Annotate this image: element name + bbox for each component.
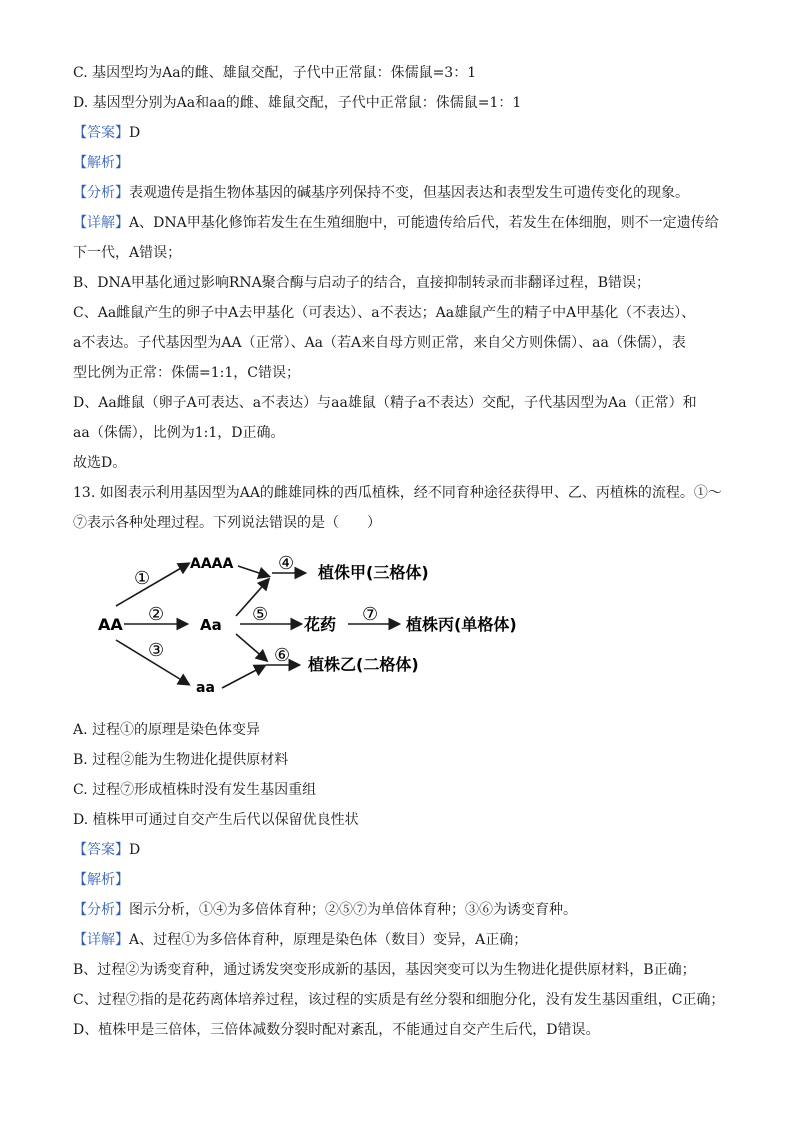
q13-stem-line1: 13. 如图表示利用基因型为AA的雌雄同株的西瓜植株，经不同育种途径获得甲、乙、丙植株的流程。①～ [73,485,722,501]
arrow-mid-to-step6 [236,634,266,660]
step-2-label: ② [148,604,165,625]
q13-explain-c: C、过程⑦指的是花药离体培养过程，该过程的实质是有丝分裂和细胞分化，没有发生基因重组，C正确； [73,992,725,1008]
q13-explain-d: D、植株甲是三倍体，三倍体减数分裂时配对紊乱，不能通过自交产生后代，D错误。 [73,1022,600,1038]
arrow-aa-to-aaaa [116,564,188,606]
fenxi-tag: 【分析】 [73,185,129,201]
q13-fenxi-line [73,900,733,920]
q13-option-b: B. 过程②能为生物进化提供原材料 [73,752,289,768]
q13-answer-tag: 【答案】 [73,842,129,858]
answer-value: D [129,125,141,141]
breeding-flow-diagram [90,548,540,698]
q13-option-a: A. 过程①的原理是染色体变异 [73,722,261,738]
node-plant-bing: 植株丙(单格体) [406,615,517,634]
q13-xiangjie-line [73,930,733,950]
q13-stem-line2: ⑦表示各种处理过程。下列说法错误的是（ ） [73,515,381,531]
explain-d1-prev: D、Aa雌鼠（卵子A可表达、a不表达）与aa雄鼠（精子a不表达）交配，子代基因型为Aa（正常）和 [73,395,697,411]
analysis-tag-prev: 【解析】 [73,155,129,171]
q13-answer-value: D [129,842,141,858]
node-huayao: 花药 [304,615,337,634]
option-d-prev: D. 基因型分别为Aa和aa的雌、雄鼠交配，子代中正常鼠：侏儒鼠=1：1 [73,95,522,111]
explain-c2-prev: a不表达。子代基因型为AA（正常）、Aa（若A来自母方则正常，来自父方则侏儒）、aa（侏儒），表 [73,335,686,351]
answer-line-prev [73,123,733,143]
node-aaaa: AAAA [190,556,234,572]
xiangjie-a1: A、DNA甲基化修饰若发生在生殖细胞中，可能遗传给后代，若发生在体细胞，则不一定遗传给 [129,215,719,231]
xiangjie-a2: 下一代，A错误； [73,245,182,261]
fenxi-line-prev [73,183,733,203]
fenxi-text: 表观遗传是指生物体基因的碱基序列保持不变，但基因表达和表型发生可遗传变化的现象。 [129,185,689,201]
step-6-label: ⑥ [274,645,291,666]
node-aa-mid: Aa [200,616,222,634]
q13-option-c: C. 过程⑦形成植株时没有发生基因重组 [73,782,317,798]
explain-d2-prev: aa（侏儒），比例为1:1，D正确。 [73,425,285,441]
conclusion-prev: 故选D。 [73,455,127,471]
step-3-label: ③ [148,640,165,661]
explain-b-prev: B、DNA甲基化通过影响RNA聚合酶与启动子的结合，直接抑制转录而非翻译过程，B错误； [73,275,651,291]
q13-fenxi-tag: 【分析】 [73,902,129,918]
q13-xiangjie-tag: 【详解】 [73,932,129,948]
node-aa-low: aa [196,680,215,696]
explain-c3-prev: 型比例为正常：侏儒=1:1，C错误； [73,365,300,381]
node-plant-yi: 植株乙(二格体) [308,655,419,674]
arrow-low-to-step6 [222,666,264,688]
step-7-label: ⑦ [362,604,379,625]
step-5-label: ⑤ [252,604,269,625]
q13-option-d: D. 植株甲可通过自交产生后代以保留优良性状 [73,812,359,828]
q13-fenxi-text: 图示分析，①④为多倍体育种；②⑤⑦为单倍体育种；③⑥为诱变育种。 [129,902,577,918]
q13-explain-b: B、过程②为诱变育种，通过诱发突变形成新的基因，基因突变可以为生物进化提供原材料，B正确； [73,962,696,978]
arrow-aaaa-to-step4 [238,566,268,576]
xiangjie-line-prev [73,213,733,233]
q13-analysis-tag: 【解析】 [73,872,129,888]
xiangjie-tag: 【详解】 [73,215,129,231]
step-1-label: ① [134,568,151,589]
step-4-label: ④ [278,553,295,574]
node-plant-jia: 植侏甲(三格体) [318,563,429,582]
option-c-prev: C. 基因型均为Aa的雌、雄鼠交配，子代中正常鼠：侏儒鼠=3：1 [73,65,477,81]
q13-explain-a: A、过程①为多倍体育种，原理是染色体（数目）变异，A正确； [129,932,528,948]
q13-answer-line [73,840,733,860]
node-aa-parent: AA [98,615,123,634]
answer-tag: 【答案】 [73,125,129,141]
explain-c1-prev: C、Aa雌鼠产生的卵子中A去甲基化（可表达）、a不表达；Aa雄鼠产生的精子中A甲基化（不表达）、 [73,305,696,321]
